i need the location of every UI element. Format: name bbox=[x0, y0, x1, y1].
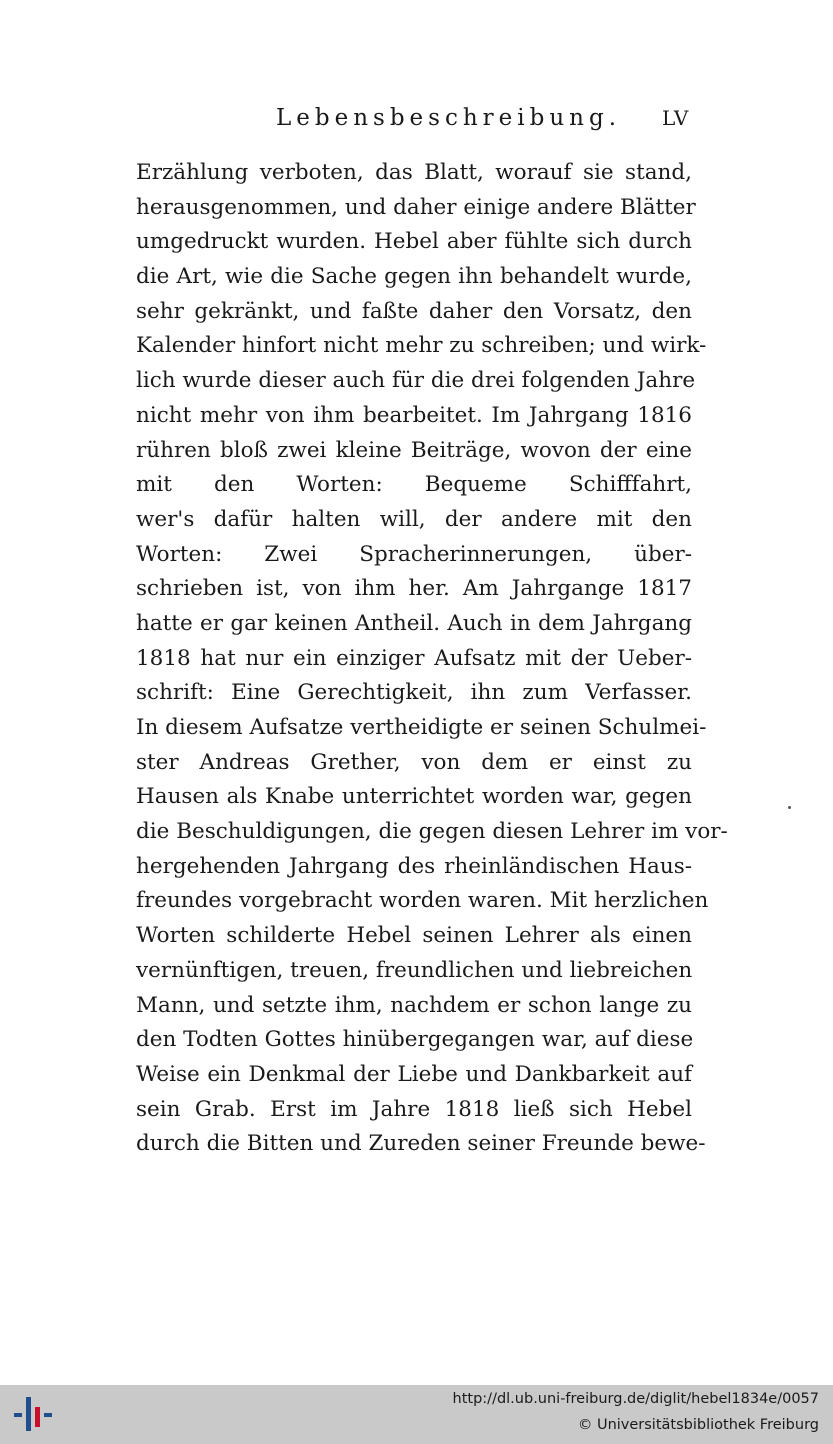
text-line: nicht mehr von ihm bearbeitet. Im Jahrgang 1816 bbox=[136, 402, 692, 428]
text-line: In diesem Aufsatze vertheidigte er seinen Schulmei- bbox=[136, 715, 707, 740]
text-line: hatte er gar keinen Antheil. Auch in dem Jahrgang bbox=[136, 610, 692, 636]
text-line: Worten schilderte Hebel seinen Lehrer als einen bbox=[136, 923, 692, 949]
text-line: die Art, wie die Sache gegen ihn behandelt wurde, bbox=[136, 264, 692, 290]
text-line: umgedruckt wurden. Hebel aber fühlte sich durch bbox=[136, 229, 692, 255]
text-line: schrift: Eine Gerechtigkeit, ihn zum Verfasser. bbox=[136, 680, 692, 706]
footer-bar bbox=[0, 1385, 833, 1444]
text-line: rühren bloß zwei kleine Beiträge, wovon der eine bbox=[136, 437, 692, 463]
text-line: die Beschuldigungen, die gegen diesen Lehrer im vor- bbox=[136, 819, 728, 845]
text-line: mit den Worten: Bequeme Schifffahrt, bbox=[136, 472, 692, 498]
text-line: vernünftigen, treuen, freundlichen und liebreichen bbox=[136, 957, 693, 983]
text-line: Kalender hinfort nicht mehr zu schreiben; und wirk- bbox=[136, 333, 707, 359]
text-line: ster Andreas Grether, von dem er einst zu bbox=[136, 749, 692, 775]
running-head-title: Lebensbeschreibung. bbox=[276, 105, 622, 131]
text-line: durch die Bitten und Zureden seiner Freunde bewe- bbox=[136, 1131, 706, 1157]
text-line: lich wurde dieser auch für die drei folgenden Jahre bbox=[136, 368, 696, 394]
running-head bbox=[0, 98, 833, 138]
text-line: sehr gekränkt, und faßte daher den Vorsatz, den bbox=[136, 298, 692, 324]
text-line: Hausen als Knabe unterrichtet worden war, gegen bbox=[136, 784, 692, 810]
text-line: Worten: Zwei Spracherinnerungen, über- bbox=[136, 541, 692, 567]
text-line: Erzählung verboten, das Blatt, worauf sie stand, bbox=[136, 160, 692, 185]
paper-speck bbox=[788, 806, 791, 809]
page-number: LV bbox=[662, 106, 690, 130]
permalink-url[interactable]: http://dl.ub.uni-freiburg.de/diglit/hebel1834e/0057 bbox=[452, 1391, 819, 1407]
text-line: freundes vorgebracht worden waren. Mit herzlichen bbox=[136, 888, 709, 914]
text-line: Mann, und setzte ihm, nachdem er schon lange zu bbox=[136, 992, 692, 1018]
body-text bbox=[136, 156, 728, 1162]
text-line: wer's dafür halten will, der andere mit den bbox=[136, 506, 692, 532]
text-line: herausgenommen, und daher einige andere Blätter bbox=[136, 194, 696, 220]
text-line: Weise ein Denkmal der Liebe und Dankbarkeit auf bbox=[136, 1061, 692, 1087]
text-line: sein Grab. Erst im Jahre 1818 ließ sich Hebel bbox=[136, 1096, 692, 1122]
text-line: schrieben ist, von ihm her. Am Jahrgange 1817 bbox=[136, 576, 692, 602]
text-line: den Todten Gottes hinübergegangen war, auf diese bbox=[136, 1027, 694, 1053]
copyright-notice: © Universitätsbibliothek Freiburg bbox=[577, 1417, 819, 1433]
text-line: 1818 hat nur ein einziger Aufsatz mit der Ueber- bbox=[136, 645, 692, 671]
text-line: hergehenden Jahrgang des rheinländischen Haus- bbox=[136, 853, 692, 879]
ub-freiburg-logo-icon[interactable] bbox=[12, 1393, 54, 1435]
